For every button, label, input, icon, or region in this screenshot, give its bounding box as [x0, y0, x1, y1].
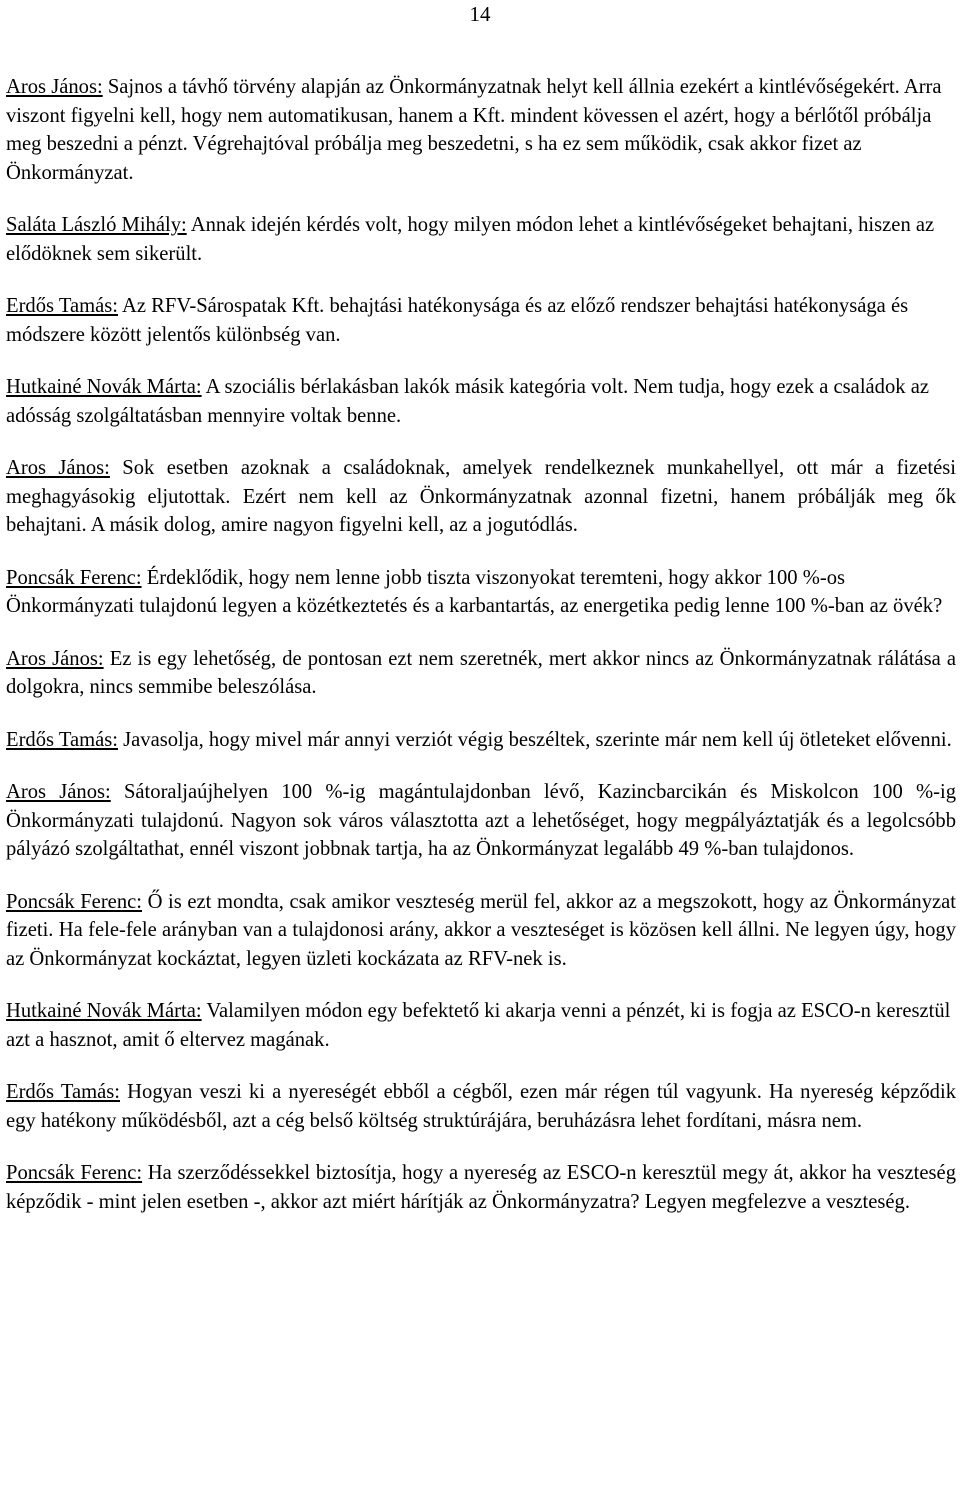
paragraph	[6, 726, 956, 755]
paragraph-text: Valamilyen módon egy befektető ki akarja venni a pénzét, ki is fogja az ESCO-n keresztül azt a hasznot, amit ő eltervez magának.	[6, 1000, 951, 1051]
speaker-name: Poncsák Ferenc:	[6, 566, 142, 589]
paragraph	[6, 211, 956, 268]
speaker-name: Aros János:	[6, 457, 110, 479]
paragraph-text: Annak idején kérdés volt, hogy milyen módon lehet a kintlévőségeket behajtani, hiszen az elődöknek sem sikerült.	[6, 214, 935, 265]
paragraph-text: Javasolja, hogy mivel már annyi verziót végig beszéltek, szerinte már nem kell új ötleteket elővenni.	[118, 728, 952, 751]
paragraph-text: Az RFV-Sárospatak Kft. behajtási hatékonysága és az előző rendszer behajtási hatékonysága és módszere között jelentős különbség van.	[6, 295, 909, 346]
speaker-name: Erdős Tamás:	[6, 295, 118, 317]
paragraph	[6, 1078, 956, 1135]
paragraph-text: A szociális bérlakásban lakók másik kategória volt. Nem tudja, hogy ezek a családok az adósság szolgáltatásban mennyire voltak benne.	[6, 376, 930, 427]
speaker-name: Aros János:	[6, 647, 104, 670]
paragraph	[6, 454, 956, 540]
paragraph-text: Sajnos a távhő törvény alapján az Önkormányzatnak helyt kell állnia ezekért a kintlévőségekért. Arra viszont figyelni kell, hogy nem automatikusan, hanem a Kft. mindent kövessen el azért, hogy a bérlőtől próbálja meg beszedni a pénzt. Végrehajtóval próbálja meg beszedetni, s ha ez sem működik, csak akkor fizet az Önkormányzat.	[6, 76, 942, 184]
speaker-name: Poncsák Ferenc:	[6, 1162, 143, 1184]
speaker-name: Hutkainé Novák Márta:	[6, 376, 202, 398]
paragraph-text: Ő is ezt mondta, csak amikor veszteség merül fel, akkor az a megszokott, hogy az Önkormányzat fizeti. Ha fele-fele arányban van a tulajdonosi arány, akkor a veszteséget is közösen kell állni. Ne legyen úgy, hogy az Önkormányzat kockáztat, legyen üzleti kockázata az RFV-nek is.	[6, 890, 956, 970]
paragraph-text: Ha szerződéssekkel biztosítja, hogy a nyereség az ESCO-n keresztül megy át, akkor ha veszteség képződik - mint jelen esetben -, akkor azt miért hárítják az Önkormányzatra? Legyen megfelezve a veszteség.	[6, 1162, 956, 1213]
paragraph	[6, 73, 956, 187]
paragraph	[6, 778, 956, 864]
paragraph-text: Sok esetben azoknak a családoknak, amelyek rendelkeznek munkahellyel, ott már a fizetési meghagyásokig eljutottak. Ezért nem kell az Önkormányzatnak azonnal fizetni, hanem próbálják meg ők behajtani. A másik dolog, amire nagyon figyelni kell, az a jogutódlás.	[6, 457, 956, 536]
page-number: 14	[469, 2, 491, 26]
paragraph-text: Ez is egy lehetőség, de pontosan ezt nem szeretnék, mert akkor nincs az Önkormányzatnak rálátása a dolgokra, nincs semmibe beleszólása.	[6, 647, 956, 698]
paragraph	[6, 564, 956, 621]
speaker-name: Saláta László Mihály:	[6, 214, 187, 236]
paragraph	[6, 292, 956, 349]
paragraph-text: Érdeklődik, hogy nem lenne jobb tiszta viszonyokat teremteni, hogy akkor 100 %-os Önkormányzati tulajdonú legyen a közétkeztetés és a karbantartás, az energetika pedig lenne 100 %-ban az övék?	[6, 566, 943, 617]
paragraph	[6, 1159, 956, 1216]
speaker-name: Aros János:	[6, 76, 103, 98]
speaker-name: Erdős Tamás:	[6, 728, 118, 751]
speaker-name: Poncsák Ferenc:	[6, 890, 142, 913]
speaker-name: Erdős Tamás:	[6, 1081, 120, 1103]
paragraph	[6, 373, 956, 430]
paragraph	[6, 645, 956, 702]
speaker-name: Hutkainé Novák Márta:	[6, 1000, 202, 1022]
paragraph	[6, 997, 956, 1054]
paragraph	[6, 888, 956, 974]
paragraph-text: Sátoraljaújhelyen 100 %-ig magántulajdonban lévő, Kazincbarcikán és Miskolcon 100 %-ig Önkormányzati tulajdonú. Nagyon sok város választotta azt a lehetőséget, hogy megpályáztatják és a legolcsóbb pályázó szolgáltathat, ennél viszont jobbnak tartja, ha az Önkormányzat legalább 49 %-ban tulajdonos.	[6, 781, 956, 860]
document-body	[6, 73, 956, 1240]
speaker-name: Aros János:	[6, 781, 111, 803]
paragraph-text: Hogyan veszi ki a nyereségét ebből a cégből, ezen már régen túl vagyunk. Ha nyereség képződik egy hatékony működésből, azt a cég belső költség struktúrájára, beruházásra lehet fordítani, másra nem.	[6, 1081, 956, 1132]
